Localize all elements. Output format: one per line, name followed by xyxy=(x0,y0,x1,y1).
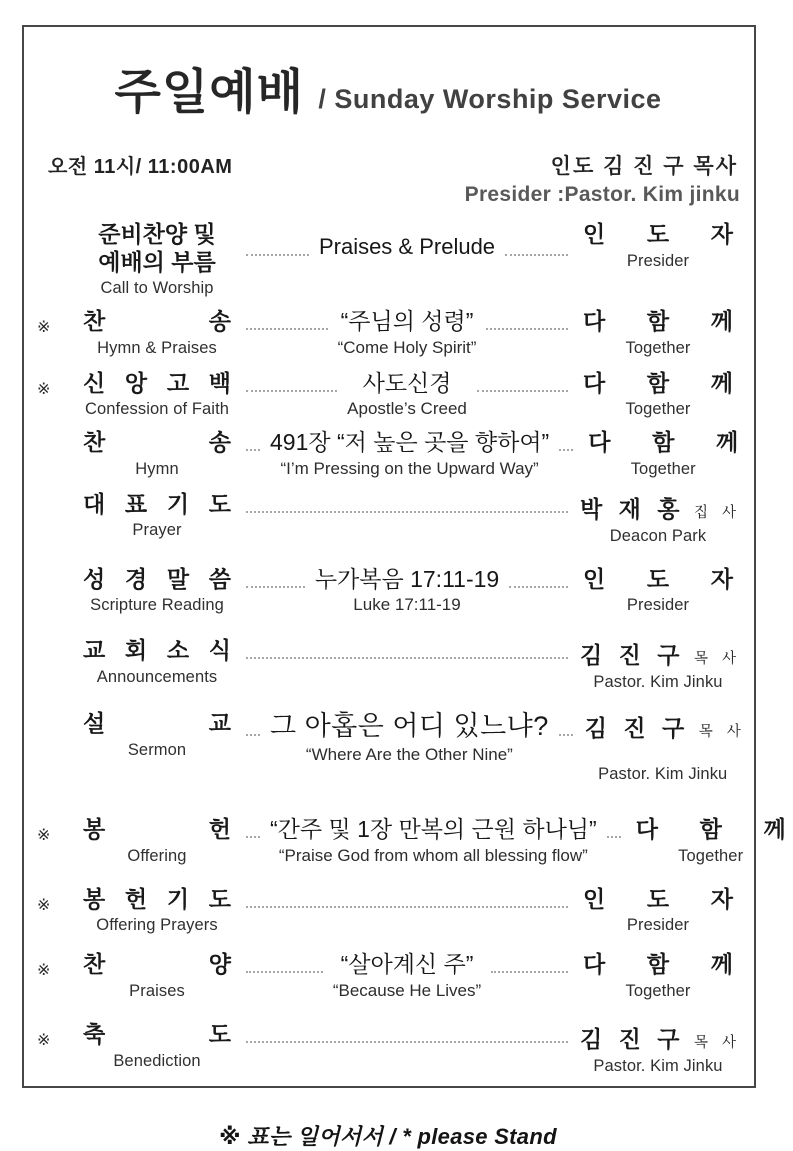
service-item-row xyxy=(68,566,740,616)
service-item-name-korean: 찬 송 xyxy=(83,429,231,456)
dotted-leader xyxy=(491,971,568,973)
dotted-leader xyxy=(509,586,568,588)
service-item-middle xyxy=(246,637,568,659)
service-item-row xyxy=(68,429,740,479)
service-item-detail xyxy=(309,234,505,260)
dotted-leader xyxy=(246,390,337,392)
service-item-name-english: Prayer xyxy=(132,521,182,540)
assignee-korean: 인 도 자 xyxy=(583,885,733,912)
assignee-english: Together xyxy=(625,982,691,1001)
dotted-leader xyxy=(607,836,621,838)
service-item-name-korean-line2: 예배의 부름 xyxy=(98,248,216,275)
bulletin-footer xyxy=(34,1120,742,1151)
assignee-name-line xyxy=(585,710,741,743)
stand-marker: ※ xyxy=(37,380,51,398)
service-item-name-korean: 축 도 xyxy=(83,1021,231,1047)
assignee-english: Together xyxy=(678,846,744,865)
detail-line1: 누가복음 17:11-19 xyxy=(314,565,500,592)
service-item-middle xyxy=(246,1021,568,1043)
service-item xyxy=(68,566,246,616)
assignee-english: Presider xyxy=(626,596,690,615)
assignee xyxy=(629,816,793,866)
service-item xyxy=(68,491,246,541)
detail-line1: 사도신경 xyxy=(362,369,452,396)
service-item-middle xyxy=(246,491,568,513)
assignee-korean: 다 함 께 xyxy=(583,951,733,978)
service-item-name-english: Sermon xyxy=(127,740,187,759)
detail-line1: “간주 및 1장 만복의 근원 하나님” xyxy=(270,816,597,843)
service-item-row xyxy=(37,885,740,936)
assignee xyxy=(581,429,745,479)
assignee xyxy=(576,370,740,420)
page-title-korean: 주일예배 xyxy=(114,66,304,119)
service-item-name-english: Hymn xyxy=(135,459,179,478)
service-item-detail xyxy=(328,308,487,357)
assignee-korean: 인 도 자 xyxy=(583,221,733,247)
service-item xyxy=(68,429,246,479)
service-item-detail xyxy=(305,566,509,615)
service-item-name-english: Offering xyxy=(127,846,187,865)
stand-note: ※ 표는 일어서서 / * please Stand xyxy=(219,1123,557,1149)
service-item-row xyxy=(68,491,740,546)
dotted-leader xyxy=(246,328,328,330)
service-item xyxy=(68,951,246,1001)
dotted-leader xyxy=(505,254,568,256)
service-meta-line xyxy=(48,150,738,180)
detail-line2: “Come Holy Spirit” xyxy=(337,337,477,357)
service-item-row xyxy=(37,951,740,1001)
service-item-name-korean: 준비찬양 및 xyxy=(98,221,216,247)
service-item-name-english: Confession of Faith xyxy=(84,400,230,419)
assignee-english: Together xyxy=(625,400,691,419)
service-item-row xyxy=(68,221,740,298)
assignee-korean: 다 함 께 xyxy=(583,369,733,396)
detail-line2: “Because He Lives” xyxy=(332,981,482,1001)
service-item-name-english: Scripture Reading xyxy=(90,596,224,615)
assignee-english: Together xyxy=(630,459,696,478)
assignee-name-line xyxy=(580,637,736,670)
service-item-name-korean: 성 경 말 씀 xyxy=(83,565,231,592)
assignee-name-line xyxy=(580,1021,736,1054)
service-item-detail xyxy=(260,710,559,764)
page-title xyxy=(34,53,742,122)
assignee xyxy=(576,886,740,936)
service-item-name-english: Benediction xyxy=(113,1051,201,1070)
service-item-middle xyxy=(246,429,573,478)
stand-marker: ※ xyxy=(37,896,51,914)
assignee-english: Pastor. Kim Jinku xyxy=(593,673,723,692)
service-item-name-english: Hymn & Praises xyxy=(97,338,217,357)
service-item-name-english: Offering Prayers xyxy=(96,916,218,935)
service-item-name-korean: 대 표 기 도 xyxy=(83,490,231,517)
service-item-middle xyxy=(246,710,573,764)
stand-marker: ※ xyxy=(37,827,51,845)
service-item-middle xyxy=(246,221,568,260)
dotted-leader xyxy=(246,511,568,513)
service-item xyxy=(68,886,246,936)
presider-english-line xyxy=(34,183,740,207)
dotted-leader xyxy=(486,328,568,330)
service-item-detail xyxy=(260,816,607,865)
assignee-name-line xyxy=(580,491,736,524)
assignee-english: Together xyxy=(625,338,691,357)
service-item-middle xyxy=(246,886,568,908)
assignee-english: Presider xyxy=(626,251,690,270)
service-item-row xyxy=(37,308,740,358)
assignee xyxy=(576,951,740,1001)
service-item xyxy=(68,816,246,866)
detail-line1: “주님의 성령” xyxy=(340,308,474,335)
dotted-leader xyxy=(246,586,305,588)
dotted-leader xyxy=(559,734,573,736)
service-item-middle xyxy=(246,370,568,419)
detail-line1: 그 아홉은 어디 있느냐? xyxy=(270,711,549,742)
assignee-role: 목 사 xyxy=(693,1035,736,1051)
service-item-row xyxy=(37,816,786,866)
page-border-frame xyxy=(22,25,786,1149)
service-item-detail xyxy=(323,951,491,1000)
detail-line2: Apostle’s Creed xyxy=(347,399,467,419)
service-item-middle xyxy=(246,308,568,357)
detail-line2: “I’m Pressing on the Upward Way” xyxy=(280,458,539,478)
presider-korean: 인도 김 진 구 목사 xyxy=(550,155,738,178)
dotted-leader xyxy=(246,906,568,908)
detail-line1: Praises & Prelude xyxy=(318,234,496,259)
assignee-english: Pastor. Kim Jinku xyxy=(593,1057,723,1075)
service-item-row xyxy=(37,369,740,420)
stand-marker: ※ xyxy=(37,319,51,337)
detail-line2: “Praise God from whom all blessing flow” xyxy=(278,845,588,865)
assignee-english: Pastor. Kim Jinku xyxy=(598,765,728,784)
dotted-leader xyxy=(477,390,568,392)
service-item-detail xyxy=(337,370,477,419)
service-item xyxy=(68,308,246,358)
service-item-middle xyxy=(246,951,568,1000)
dotted-leader xyxy=(246,657,568,659)
service-item xyxy=(68,710,246,760)
service-item-name-korean: 찬 양 xyxy=(83,951,231,978)
service-item xyxy=(68,637,246,687)
dotted-leader xyxy=(246,449,260,451)
assignee-role: 집 사 xyxy=(693,504,736,521)
detail-line1: 491장 “저 높은 곳을 향하여” xyxy=(270,429,550,456)
assignee xyxy=(576,221,740,271)
assignee-name: 김 진 구 xyxy=(584,715,685,742)
dotted-leader xyxy=(246,734,260,736)
service-item xyxy=(68,221,246,298)
assignee-role: 목 사 xyxy=(698,724,741,741)
order-of-service xyxy=(34,221,786,1076)
assignee-korean: 다 함 께 xyxy=(635,816,786,843)
assignee-english: Deacon Park xyxy=(609,526,707,545)
service-time: 오전 11시/ 11:00AM xyxy=(48,156,233,178)
dotted-leader xyxy=(246,836,260,838)
service-item-row xyxy=(68,710,740,784)
assignee-role: 목 사 xyxy=(693,651,736,668)
service-item-detail xyxy=(260,429,559,478)
bulletin-header xyxy=(34,53,742,207)
assignee-korean: 인 도 자 xyxy=(583,565,733,592)
assignee-english: Presider xyxy=(626,916,690,935)
dotted-leader xyxy=(559,449,573,451)
service-item-row xyxy=(37,1021,740,1076)
assignee-korean: 다 함 께 xyxy=(583,308,733,335)
assignee-name: 박 재 홍 xyxy=(580,495,680,522)
detail-line2: Luke 17:11-19 xyxy=(353,595,461,615)
stand-marker: ※ xyxy=(37,1032,51,1049)
assignee xyxy=(576,308,740,358)
service-item xyxy=(68,370,246,420)
presider-english: Presider :Pastor. Kim jinku xyxy=(464,183,740,206)
service-item-name-english: Call to Worship xyxy=(100,279,214,298)
service-item-row xyxy=(68,637,740,692)
service-item-middle xyxy=(246,566,568,615)
stand-marker: ※ xyxy=(37,962,51,980)
dotted-leader xyxy=(246,254,309,256)
service-item-name-korean: 봉 헌 기 도 xyxy=(83,885,231,912)
assignee xyxy=(576,1021,740,1076)
assignee-name: 김 진 구 xyxy=(580,642,680,669)
service-item-name-english: Announcements xyxy=(96,667,218,686)
assignee xyxy=(576,637,740,692)
service-item-name-korean: 교 회 소 식 xyxy=(83,637,231,664)
assignee xyxy=(576,566,740,616)
dotted-leader xyxy=(246,1041,568,1043)
assignee xyxy=(581,710,745,784)
service-item-name-korean: 봉 헌 xyxy=(83,816,231,843)
service-item-name-korean: 설 교 xyxy=(83,710,231,737)
service-item xyxy=(68,1021,246,1071)
assignee xyxy=(576,491,740,546)
service-item-middle xyxy=(246,816,621,865)
dotted-leader xyxy=(246,971,323,973)
service-item-name-english: Praises xyxy=(129,982,185,1001)
detail-line2: “Where Are the Other Nine” xyxy=(305,744,513,764)
service-item-name-korean: 찬 송 xyxy=(83,308,231,335)
detail-line1: “살아계신 주” xyxy=(340,951,474,978)
page-title-english: / Sunday Worship Service xyxy=(318,84,662,114)
assignee-korean: 다 함 께 xyxy=(588,429,739,456)
service-item-name-korean: 신 앙 고 백 xyxy=(83,369,231,396)
assignee-name: 김 진 구 xyxy=(580,1026,680,1052)
